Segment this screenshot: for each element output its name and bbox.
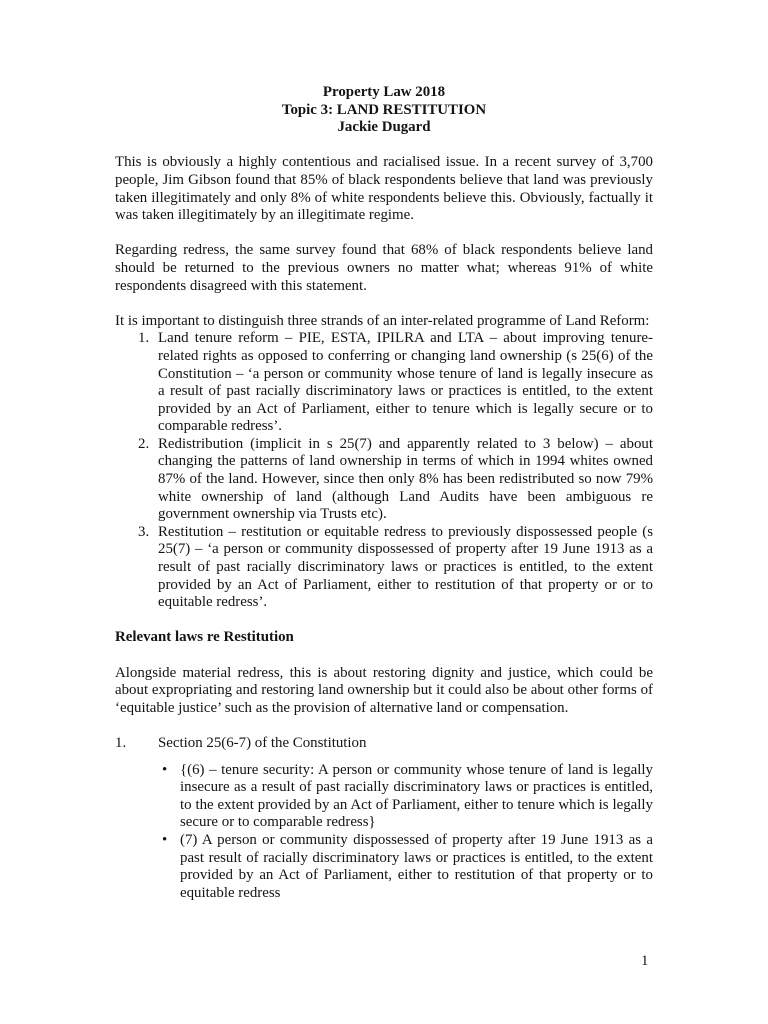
list-item-restitution	[115, 524, 653, 612]
list-item-text: Land tenure reform – PIE, ESTA, IPILRA and LTA – about improving tenure-related rights as opposed to conferring or changing land ownership (s 25(6) of the Constitution – ‘a person or community whose tenure of land is legally insecure as a result of past racially discriminatory laws or practices is entitled, to the extent provided by an Act of Parliament, either to tenure which is legally secure or to comparable redress’.	[158, 330, 653, 435]
document-title-block	[115, 84, 653, 137]
list-item-text: Section 25(6-7) of the Constitution	[158, 734, 367, 751]
bullet-item-text: {(6) – tenure security: A person or community whose tenure of land is legally insecure as a result of past racially discriminatory laws or practices is entitled, to the extent provided by an Act of Parliament, either to tenure which is legally secure or to comparable redress}	[180, 761, 653, 831]
paragraph-equitable-justice: Alongside material redress, this is about restoring dignity and justice, which could be about expropriating and restoring land ownership but it could also be about other forms of ‘equitable justice’ such as the provision of alternative land or compensation.	[115, 664, 653, 716]
strands-list	[115, 330, 653, 612]
bullet-icon: •	[162, 761, 168, 778]
list-item-number: 2.	[138, 435, 150, 452]
page-number: 1	[641, 953, 649, 969]
bullet-icon: •	[162, 831, 168, 848]
bullet-list	[115, 762, 653, 903]
list-item-number: 3.	[138, 523, 150, 540]
section-heading-relevant-laws: Relevant laws re Restitution	[115, 629, 294, 646]
list-item-section-25	[115, 735, 653, 753]
paragraph-survey-intro: This is obviously a highly contentious and racialised issue. In a recent survey of 3,700 people, Jim Gibson found that 85% of black respondents believe that land was previously taken illegitimately and only 8% of white respondents believe this. Obviously, factually it was taken illegitimately by an illegitimate regime.	[115, 154, 653, 224]
list-item-text: Redistribution (implicit in s 25(7) and apparently related to 3 below) – about changing the patterns of land ownership in terms of which in 1994 whites owned 87% of the land. However, since then only 8% has been redistributed so now 79% white ownership of land (although Land Audits have been ambiguous re government ownership via Trusts etc).	[158, 435, 653, 523]
bullet-item-tenure-security	[115, 762, 653, 832]
list-item-number: 1.	[115, 734, 127, 751]
bullet-item-dispossession	[115, 832, 653, 902]
document-author: Jackie Dugard	[337, 119, 431, 136]
document-subtitle: Topic 3: LAND RESTITUTION	[281, 101, 487, 118]
bullet-item-text: (7) A person or community dispossessed of property after 19 June 1913 as a past result of racially discriminatory laws or practices is entitled, to the extent provided by an Act of Parliament, either to restitution of that property or to equitable redress	[180, 831, 653, 901]
list-item-text: Restitution – restitution or equitable redress to previously dispossessed people (s 25(7) – ‘a person or community dispossessed of property after 19 June 1913 as a result of past racially discriminatory laws or practices is entitled, to the extent provided by an Act of Parliament, either to restitution of that property or or to equitable redress’.	[158, 523, 653, 611]
document-title: Property Law 2018	[322, 84, 446, 100]
document-content	[115, 84, 653, 902]
list-item-redistribution	[115, 436, 653, 524]
list-item-number: 1.	[138, 330, 150, 347]
paragraph-strands-intro: It is important to distinguish three strands of an inter-related programme of Land Reform:	[115, 312, 650, 329]
paragraph-redress-survey: Regarding redress, the same survey found that 68% of black respondents believe land should be returned to the previous owners no matter what; whereas 91% of white respondents disagreed with this statement.	[115, 242, 653, 294]
list-item-land-tenure-reform	[115, 330, 653, 436]
